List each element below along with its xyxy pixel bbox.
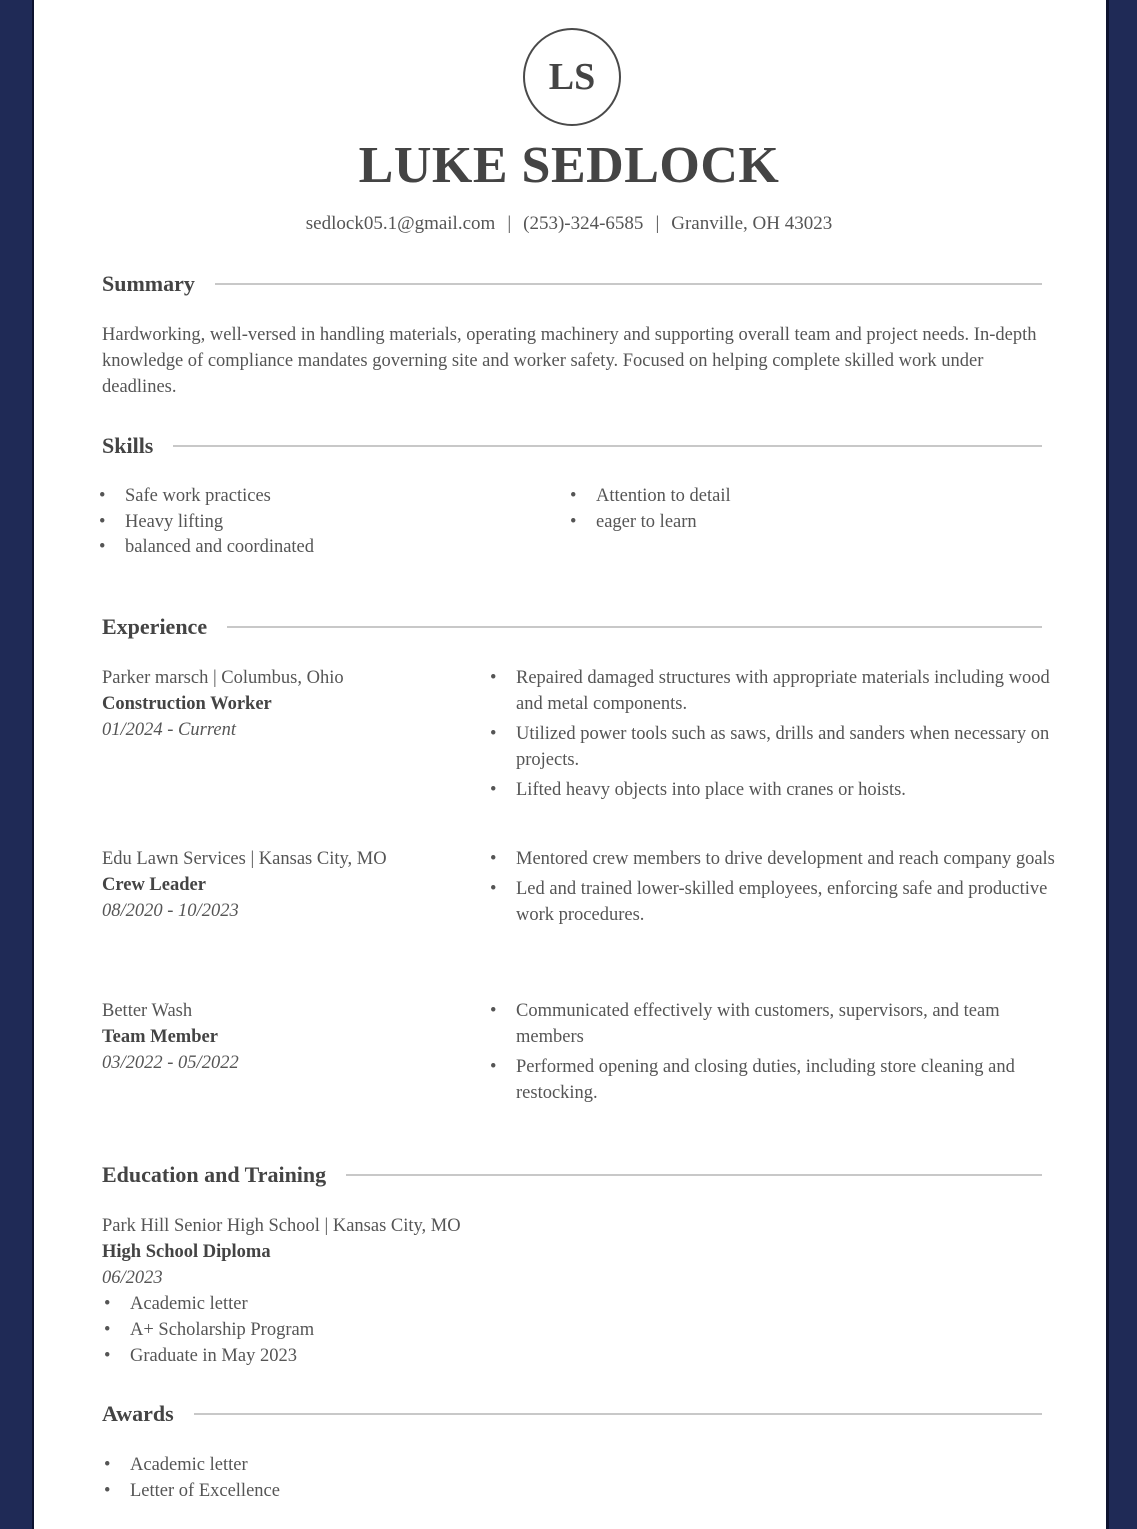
contact-line [32,213,1106,235]
monogram-text: LS [548,56,596,98]
job-bullet: • Led and trained lower-skilled employees, enforcing safe and productive work procedures. [516,876,1056,928]
skills-heading [102,431,1042,461]
skill-item: • eager to learn [596,510,1016,536]
section-divider [227,626,1042,628]
job-bullets [516,846,1056,932]
job-dates: 01/2024 - Current [102,720,236,740]
education-school: Park Hill Senior High School | Kansas City, MO [102,1216,461,1236]
section-divider [194,1413,1042,1415]
job-bullets [516,665,1056,807]
resume-page [32,0,1106,1529]
experience-title: Experience [102,614,208,639]
skill-item: • Heavy lifting [125,510,545,536]
job-company: Edu Lawn Services | Kansas City, MO [102,849,387,869]
education-entry [102,1213,802,1369]
page-edge-shadow [1106,0,1109,1529]
contact-location: Granville, OH 43023 [671,213,833,234]
contact-separator: | [655,213,660,234]
education-heading [102,1160,1042,1190]
contact-email: sedlock05.1@gmail.com [305,213,496,234]
skills-list-left [125,484,545,561]
skill-item: • Attention to detail [596,484,1016,510]
job-details [102,846,482,924]
awards-title: Awards [102,1401,174,1426]
contact-separator: | [507,213,512,234]
skill-item: • balanced and coordinated [125,535,545,561]
awards-heading [102,1399,1042,1429]
job-bullet: • Repaired damaged structures with appropriate materials including wood and metal components. [516,665,1056,717]
job-dates: 08/2020 - 10/2023 [102,901,239,921]
education-bullet: • Academic letter [130,1291,802,1317]
job-role: Crew Leader [102,875,206,895]
job-role: Construction Worker [102,694,272,714]
education-bullet: • A+ Scholarship Program [130,1317,802,1343]
summary-heading [102,269,1042,299]
job-company: Parker marsch | Columbus, Ohio [102,668,344,688]
job-details [102,665,482,743]
experience-heading [102,612,1042,642]
education-bullets [102,1291,802,1369]
job-bullet: • Communicated effectively with customers, supervisors, and team members [516,998,1056,1050]
education-title: Education and Training [102,1162,327,1187]
job-details [102,998,482,1076]
job-bullet: • Performed opening and closing duties, including store cleaning and restocking. [516,1054,1056,1106]
skills-list-right [596,484,1016,535]
job-company: Better Wash [102,1001,193,1021]
award-item: • Academic letter [130,1452,802,1478]
skill-item: • Safe work practices [125,484,545,510]
candidate-name: LUKE SEDLOCK [358,137,780,194]
job-role: Team Member [102,1027,218,1047]
section-divider [173,445,1042,447]
education-bullet: • Graduate in May 2023 [130,1343,802,1369]
awards-bullets [102,1452,802,1504]
job-bullet: • Utilized power tools such as saws, drills and sanders when necessary on projects. [516,721,1056,773]
section-divider [215,283,1042,285]
summary-text: Hardworking, well-versed in handling materials, operating machinery and supporting overall team and project needs. In-depth knowledge of compliance mandates governing site and worker safety. Focused on helping complete skilled work under deadlines. [102,325,1037,397]
job-bullet: • Lifted heavy objects into place with cranes or hoists. [516,777,1056,803]
section-divider [346,1174,1042,1176]
job-bullet: • Mentored crew members to drive development and reach company goals [516,846,1056,872]
monogram-badge [523,28,621,126]
awards-entry [102,1452,802,1504]
education-date: 06/2023 [102,1268,163,1288]
job-dates: 03/2022 - 05/2022 [102,1053,239,1073]
award-item: • Letter of Excellence [130,1478,802,1504]
skills-title: Skills [102,433,154,458]
summary-title: Summary [102,271,195,296]
education-degree: High School Diploma [102,1242,271,1262]
job-bullets [516,998,1056,1110]
contact-phone: (253)-324-6585 [523,213,644,234]
